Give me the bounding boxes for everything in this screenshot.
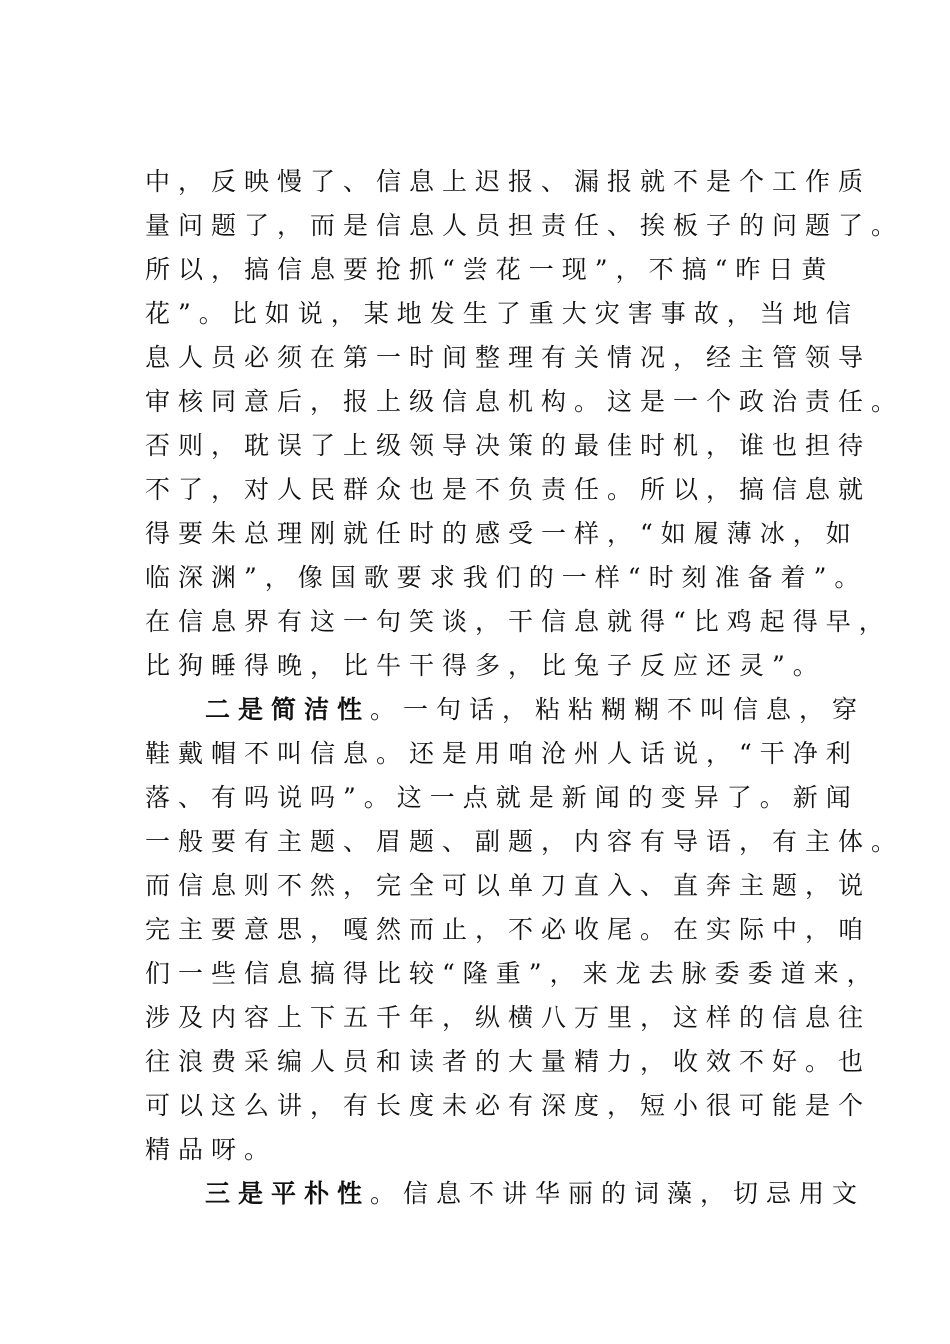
text-line: 们一些信息搞得比较“隆重”，来龙去脉委委道来， <box>145 959 880 988</box>
body-text <box>145 160 905 1216</box>
text-line-first <box>145 1172 866 1216</box>
section-heading: 三是平朴性 <box>205 1179 371 1208</box>
text-line: 往浪费采编人员和读者的大量精力，收效不好。也 <box>145 1047 872 1076</box>
text-line: 落、有吗说吗”。这一点就是新闻的变异了。新闻 <box>145 783 859 812</box>
text-line: 涉及内容上下五千年，纵横八万里，这样的信息往 <box>145 1003 872 1032</box>
text-line: 在信息界有这一句笑谈，干信息就得“比鸡起得早， <box>145 607 892 636</box>
text-line: 比狗睡得晚，比牛干得多，比兔子反应还灵”。 <box>145 651 826 680</box>
text-run: 。信息不讲华丽的词藻，切忌用文 <box>370 1179 866 1208</box>
text-line: 可以这么讲，有长度未必有深度，短小很可能是个 <box>145 1091 872 1120</box>
paragraph-plainness <box>145 1172 866 1216</box>
paragraph-conciseness <box>145 688 905 1172</box>
text-line: 一般要有主题、眉题、副题，内容有导语，有主体。 <box>145 827 905 856</box>
text-line: 临深渊”，像国歌要求我们的一样“时刻准备着”。 <box>145 563 868 592</box>
text-line: 中，反映慢了、信息上迟报、漏报就不是个工作质 <box>145 167 872 196</box>
text-line: 得要朱总理刚就任时的感受一样，“如履薄冰，如 <box>145 519 859 548</box>
section-heading: 二是简洁性 <box>205 695 371 724</box>
text-run: 。一句话，粘粘糊糊不叫信息，穿 <box>370 695 866 724</box>
text-line: 完主要意思，嘎然而止，不必收尾。在实际中，咱 <box>145 915 872 944</box>
text-line: 花”。比如说，某地发生了重大灾害事故，当地信 <box>145 299 859 328</box>
text-line: 精品呀。 <box>145 1135 278 1164</box>
text-line: 审核同意后，报上级信息机构。这是一个政治责任。 <box>145 387 905 416</box>
text-line: 不了，对人民群众也是不负责任。所以，搞信息就 <box>145 475 872 504</box>
text-line: 量问题了，而是信息人员担责任、挨板子的问题了。 <box>145 211 905 240</box>
text-line: 否则，耽误了上级领导决策的最佳时机，谁也担待 <box>145 431 872 460</box>
text-line: 鞋戴帽不叫信息。还是用咱沧州人话说，“干净利 <box>145 739 859 768</box>
text-line: 而信息则不然，完全可以单刀直入、直奔主题，说 <box>145 871 872 900</box>
text-line: 所以，搞信息要抢抓“尝花一现”，不搞“昨日黄 <box>145 255 835 284</box>
text-line: 息人员必须在第一时间整理有关情况，经主管领导 <box>145 343 872 372</box>
text-line-first <box>145 688 866 732</box>
paragraph-timeliness-continued <box>145 160 905 688</box>
